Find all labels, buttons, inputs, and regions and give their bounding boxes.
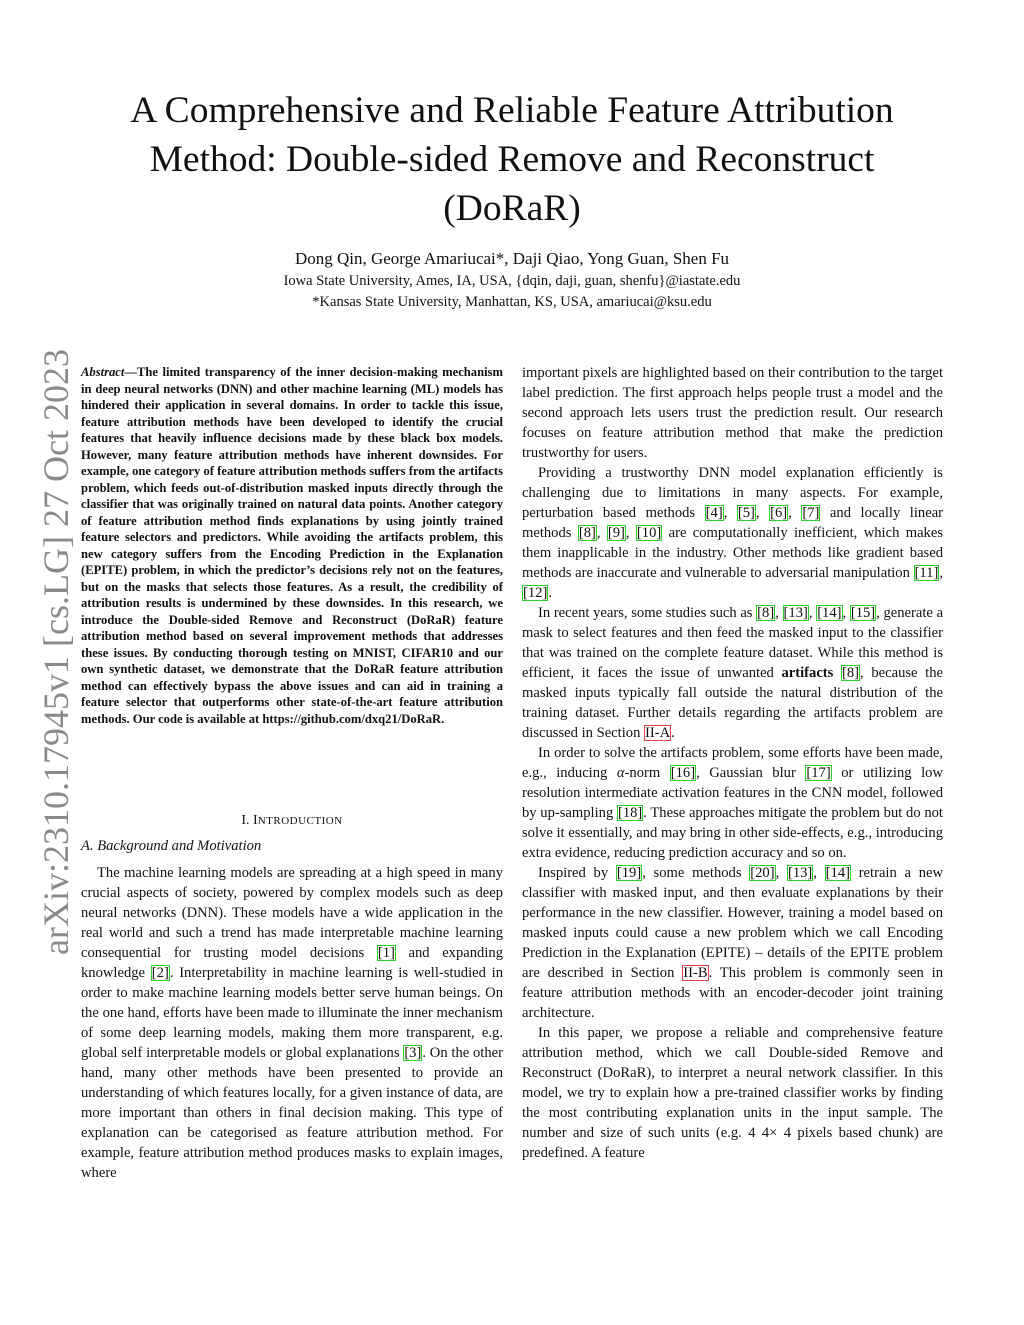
text: , because the masked inputs typically fall outside the natural distribution of the training dataset. Further details regarding the artifacts problem are discussed in Section	[522, 665, 943, 741]
citation-link[interactable]: [2]	[151, 965, 169, 981]
paragraph	[522, 603, 943, 743]
text	[833, 665, 841, 681]
citation-link[interactable]: [6]	[770, 505, 788, 521]
bold-term: artifacts	[781, 665, 834, 681]
paragraph	[81, 863, 503, 1183]
text: . These approaches mitigate the problem but do not solve it essentially, and may bring in other side-effects, e.g., introducing extra evidence, reducing prediction accuracy and so on.	[522, 805, 943, 861]
paper-title	[60, 86, 964, 233]
text: ,	[755, 505, 770, 521]
affiliation-1: Iowa State University, Ames, IA, USA, {dqin, daji, guan, shenfu}@iastate.edu	[283, 273, 741, 289]
citation-link[interactable]: [19]	[616, 865, 642, 881]
citation-link[interactable]: [20]	[750, 865, 775, 881]
title-line: Method: Double-sided Remove and Reconstruct	[149, 139, 875, 180]
citation-link[interactable]: [16]	[670, 765, 696, 781]
paragraph: important pixels are highlighted based on their contribution to the target label prediction. The first approach helps people trust a model and the second approach lets users trust the prediction result. Our research focuses on feature attribution method that make the prediction trustworthy for users.	[522, 365, 943, 461]
section-heading	[81, 813, 503, 829]
citation-link[interactable]: [3]	[404, 1045, 422, 1061]
title-line: A Comprehensive and Reliable Feature Attribution	[130, 90, 894, 131]
text: ,	[775, 865, 787, 881]
text: ,	[625, 525, 636, 541]
text: retrain a new classifier with masked input, and then evaluate explanations by their performance in the new classifier. However, training a model based on masked inputs could cause a new problem which we call Encoding Prediction in the Explanation (EPITE) – details of the EPITE problem are described in Section	[522, 865, 944, 981]
citation-link[interactable]: [1]	[377, 945, 395, 961]
text: ,	[775, 605, 783, 621]
section-title-rest: NTRODUCTION	[257, 815, 343, 827]
text: , generate a mask to select features and then feed the masked input to the classifier that was trained on the complete feature dataset. While this method is efficient, it faces the issue of unwanted	[522, 605, 944, 681]
text: and locally linear methods	[522, 505, 944, 541]
text: ,	[808, 605, 817, 621]
intro-left-column	[81, 863, 503, 1183]
paragraph	[522, 463, 943, 603]
text: ,	[939, 565, 943, 581]
citation-link[interactable]: [10]	[636, 525, 662, 541]
citation-link[interactable]: [14]	[825, 865, 850, 881]
text: -norm	[624, 765, 670, 781]
text: and expanding knowledge	[81, 945, 503, 981]
text: ,	[723, 505, 737, 521]
text: , Gaussian blur	[696, 765, 806, 781]
paragraph	[522, 743, 943, 863]
text: , some methods	[642, 865, 750, 881]
section-title-first: I	[253, 813, 258, 828]
citation-link[interactable]: [12]	[523, 585, 548, 601]
text: or utilizing low resolution intermediate activation features in the CNN model, followed by up-sampling	[522, 765, 943, 821]
abstract	[81, 364, 503, 727]
text: The machine learning models are spreading at a high speed in many crucial aspects of society, powered by complex models such as deep neural networks (DNN). These models have a wide application in the real world and such a trend has made interpretable machine learning consequential for trusting model decisions	[81, 865, 503, 961]
citation-link[interactable]: [15]	[850, 605, 876, 621]
text: In order to solve the artifacts problem, some efforts have been made, e.g., inducing	[522, 745, 943, 781]
abstract-text: The limited transparency of the inner decision-making mechanism in deep neural networks (DNN) and other machine learning (ML) models has hindered their application in several domains. In order to tackle this issue, feature attribution methods have been developed to identify the crucial features that heavily influence decisions made by these black box models. However, many feature attribution methods have inherent downsides. For example, one category of feature attribution methods suffers from the artifacts problem, which feeds out-of-distribution masked inputs directly through the classifier that was originally trained on natural data points. Another category of feature attribution method finds explanations by using jointly trained feature selectors and predictors. While avoiding the artifacts problem, this new category suffers from the Encoding Prediction in the Explanation (EPITE) problem, in which the predictor’s decisions rely not on the features, but on the masks that selects those features. As a result, the credibility of attribution results is undermined by these downsides. In this research, we introduce the Double-sided Remove and Reconstruct (DoRaR) feature attribution method based on several improvement methods that addresses these issues. By conducting thorough testing on MNIST, CIFAR10 and our own synthetic dataset, we demonstrate that the DoRaR feature attribution method can effectively bypass the above issues and can aid in training a feature selector that outperforms other state-of-the-art feature attribution methods. Our code is available at https://github.com/dxq21/DoRaR.	[81, 365, 503, 726]
section-link[interactable]: II-A	[645, 725, 671, 741]
text: . Interpretability in machine learning is well-studied in order to make machine learning models better serve human beings. On the one hand, efforts have been made to illuminate the inner mechanism of some deep learning models, making them more transparent, e.g. global self interpretable models or global explanations	[81, 965, 503, 1061]
citation-link[interactable]: [13]	[787, 865, 813, 881]
intro-right-column	[522, 363, 943, 1163]
text: ,	[596, 525, 607, 541]
abstract-lead: Abstract	[81, 365, 125, 379]
section-number: I.	[241, 813, 250, 828]
citation-link[interactable]: [8]	[757, 605, 775, 621]
citation-link[interactable]: [17]	[806, 765, 831, 781]
text: . This problem is commonly seen in feature attribution methods with an encoder-decoder joint training architecture.	[522, 965, 944, 1021]
text: Providing a trustworthy DNN model explanation efficiently is challenging due to limitations in many aspects. For example, perturbation based methods	[522, 465, 943, 521]
citation-link[interactable]: [9]	[607, 525, 625, 541]
author-list: Dong Qin, George Amariucai*, Daji Qiao, Yong Guan, Shen Fu	[294, 249, 730, 268]
text: Inspired by	[538, 865, 616, 881]
text: .	[548, 585, 552, 601]
math-alpha: α	[616, 765, 625, 781]
text: are computationally inefficient, which makes them inapplicable in the industry. Other methods like gradient based methods are inaccurate and vulnerable to adversarial manipulation	[522, 525, 944, 581]
title-line: (DoRaR)	[443, 188, 581, 229]
citation-link[interactable]: [7]	[802, 505, 820, 521]
text: . On the other hand, many other methods have been presented to provide an understanding of which features locally, for a given instance of data, are more important than others in final decision making. This type of explanation can be categorised as feature attribution method. For example, feature attribution method produces masks to explain images, where	[81, 1045, 503, 1181]
abstract-dash: —	[124, 365, 137, 379]
subsection-heading: A. Background and Motivation	[81, 838, 262, 854]
citation-link[interactable]: [5]	[737, 505, 755, 521]
paragraph	[522, 863, 943, 1023]
citation-link[interactable]: [8]	[578, 525, 596, 541]
text: ,	[813, 865, 825, 881]
text: .	[671, 725, 675, 741]
text: In recent years, some studies such as	[538, 605, 757, 621]
text: ,	[842, 605, 850, 621]
citation-link[interactable]: [13]	[783, 605, 808, 621]
citation-link[interactable]: [4]	[705, 505, 723, 521]
citation-link[interactable]: [8]	[842, 665, 860, 681]
paragraph: In this paper, we propose a reliable and comprehensive feature attribution method, which we call Double-sided Remove and Reconstruct (DoRaR), to interpret a neural network classifier. In this model, we try to explain how a pre-trained classifier works by finding the most contributing explanation units in the input sample. The number and size of such units (e.g. 4 4× 4 pixels based chunk) are predefined. A feature	[522, 1025, 943, 1161]
citation-link[interactable]: [14]	[817, 605, 842, 621]
section-link[interactable]: II-B	[683, 965, 708, 981]
citation-link[interactable]: [11]	[914, 565, 939, 581]
affiliation-2: *Kansas State University, Manhattan, KS, USA, amariucai@ksu.edu	[312, 294, 712, 310]
text: ,	[788, 505, 802, 521]
arxiv-stamp-text: arXiv:2310.17945v1 [cs.LG] 27 Oct 2023	[36, 349, 76, 955]
citation-link[interactable]: [18]	[617, 805, 643, 821]
